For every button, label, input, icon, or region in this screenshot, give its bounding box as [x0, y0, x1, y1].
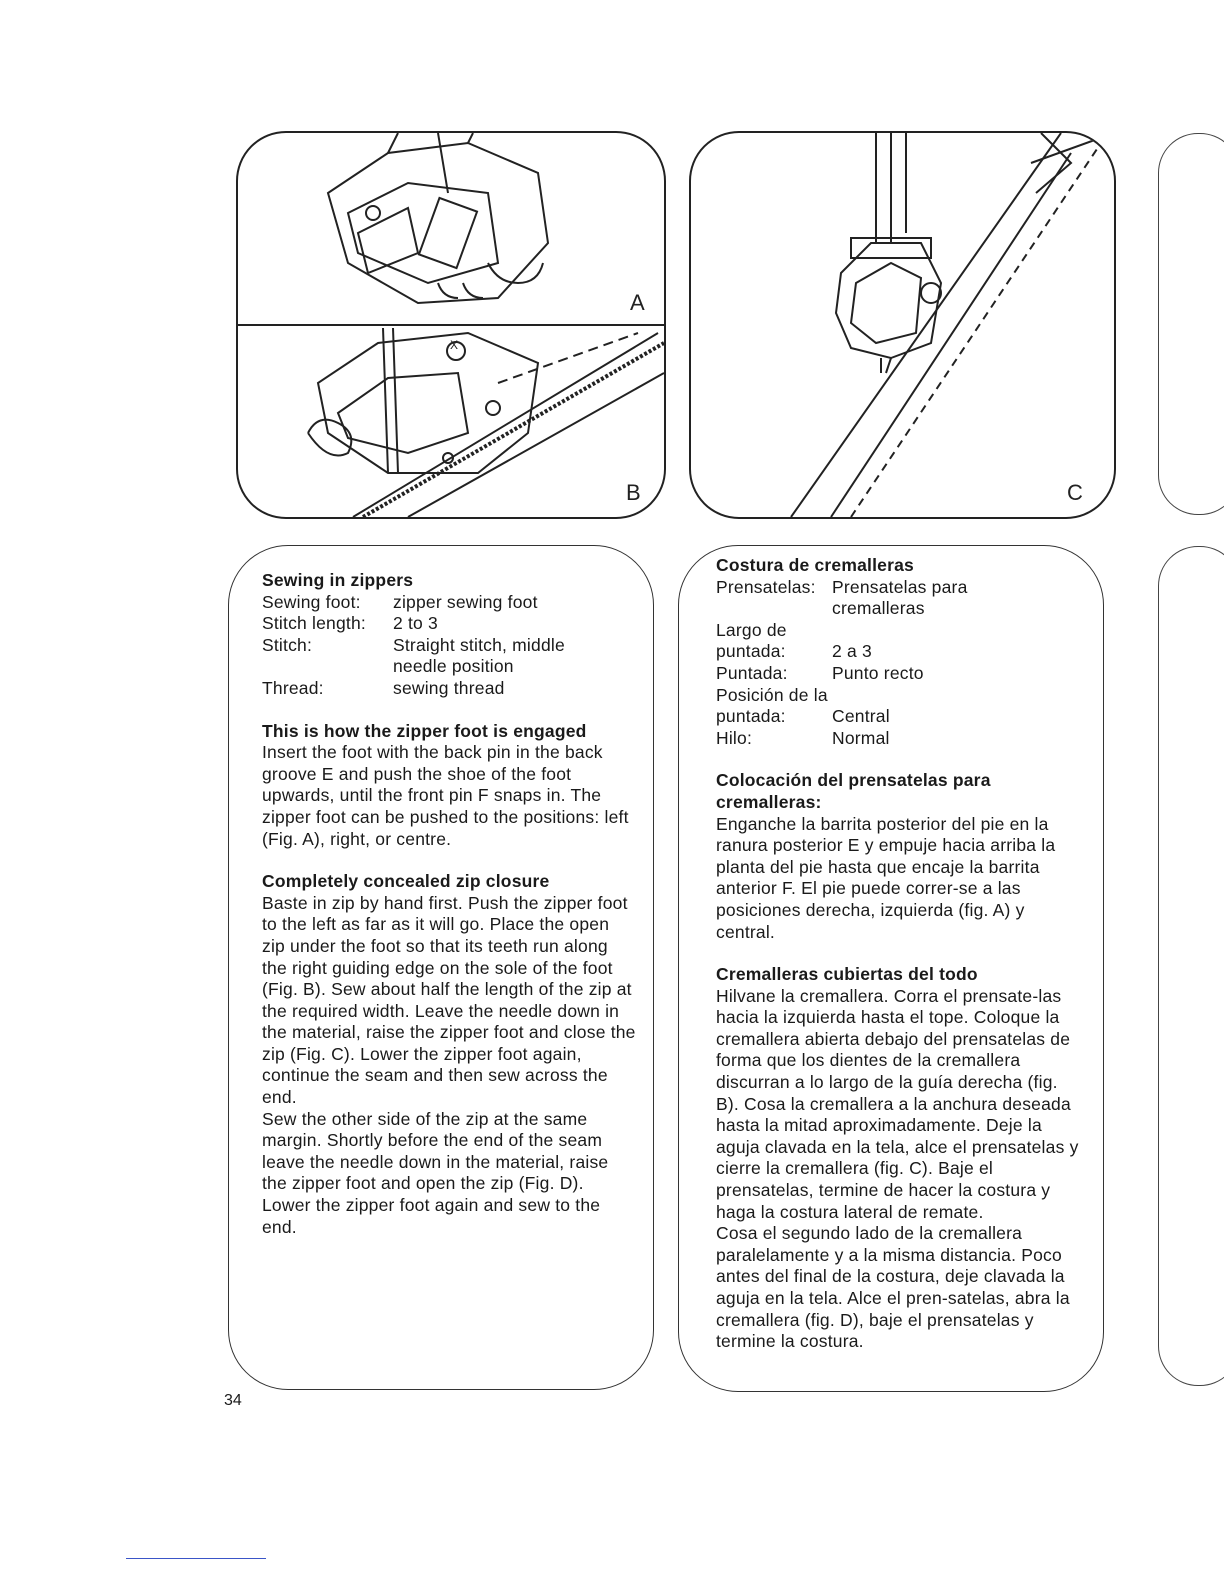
spanish-section2-text: Hilvane la cremallera. Corra el prensate-las hacia la izquierda hasta el tope. Coloque la cremallera abierta debajo del prensatelas de forma que los dientes de la cremallera discurran a lo largo de la guía derecha (fig. B). Cosa la cremallera a la anchura deseada hasta la mitad aproximadamente. Deje la aguja clavada en la tela, alce el prensatelas y cierre la cremallera (fig. C). Baje el prensatelas, termine de hacer la costura y haga la costura lateral de remate.	[716, 985, 1079, 1222]
footer-rule	[126, 1558, 266, 1559]
spanish-spec-row	[716, 663, 1080, 685]
spanish-spec-value: Central	[832, 706, 890, 727]
spanish-spec-value: 2 a 3	[832, 641, 872, 662]
spanish-title: Costura de cremalleras	[716, 555, 914, 575]
english-spec-key: Thread:	[262, 677, 324, 698]
figure-c-drawing	[691, 133, 1114, 517]
english-spec-value: zipper sewing foot	[393, 591, 538, 612]
english-title: Sewing in zippers	[262, 570, 414, 590]
spanish-spec-value: Normal	[832, 727, 890, 748]
figure-ab	[236, 131, 666, 519]
spanish-spec-key: Puntada:	[716, 662, 788, 683]
figure-c	[689, 131, 1116, 519]
english-spec-value: sewing thread	[393, 677, 505, 698]
english-spec-key: Sewing foot:	[262, 591, 361, 612]
spanish-section2-title: Cremalleras cubiertas del todo	[716, 964, 978, 985]
spanish-spec-key: Hilo:	[716, 727, 753, 748]
english-section1-title: This is how the zipper foot is engaged	[262, 720, 587, 741]
next-page-edge-bottom	[1158, 546, 1224, 1386]
english-spec-key: Stitch:	[262, 634, 313, 655]
spanish-spec-row	[716, 728, 1080, 750]
spanish-section1-text: Enganche la barrita posterior del pie en la ranura posterior E y empuje hacia arriba la planta del pie hasta que encaje la barrita anterior F. El pie puede correr-se a las posiciones derecha, izquierda (fig. A) y central.	[716, 813, 1056, 942]
spanish-spec-row	[716, 685, 1080, 728]
english-content	[262, 570, 637, 1238]
spanish-section2-text2: Cosa el segundo lado de la cremallera paralelamente y a la misma distancia. Poco antes del final de la costura, deje clavada la aguja en la tela. Alce el pren-satelas, abra la cremallera (fig. D), baje el prensatelas y termine la costura.	[716, 1223, 1070, 1352]
spanish-spec-row	[716, 577, 1080, 620]
spanish-content	[716, 555, 1080, 1353]
english-spec-row	[262, 592, 637, 614]
figure-a-label: A	[630, 290, 645, 315]
english-spec-row	[262, 678, 637, 700]
english-spec-value: 2 to 3	[393, 613, 438, 634]
english-spec-row	[262, 613, 637, 635]
next-page-edge-top	[1158, 133, 1224, 515]
spanish-spec-key: Largo de puntada:	[716, 619, 787, 662]
spanish-spec-key: Prensatelas:	[716, 576, 816, 597]
english-section2-title: Completely concealed zip closure	[262, 871, 550, 892]
english-section1-text: Insert the foot with the back pin in the back groove E and push the shoe of the foot upwards, until the front pin F snaps in. The zipper foot can be pushed to the positions: left (Fig. A), right, or centre.	[262, 742, 629, 849]
english-section2-text: Baste in zip by hand first. Push the zipper foot to the left as far as it will go. Place the open zip under the foot so that its teeth run along the right guiding edge on the sole of the foot (Fig. B). Sew about half the length of the zip at the required width. Leave the needle down in the material, raise the zipper foot and close the zip (Fig. C). Lower the zipper foot again, continue the seam and then sew across the end.	[262, 892, 636, 1108]
spanish-spec-row	[716, 620, 1080, 663]
figure-ab-drawing	[238, 133, 664, 517]
figure-x-marker: X	[450, 338, 459, 352]
spanish-section1-title: Colocación del prensatelas para cremalleras:	[716, 770, 991, 812]
english-section2-text2: Sew the other side of the zip at the same margin. Shortly before the end of the seam leave the needle down in the material, raise the zipper foot and open the zip (Fig. D). Lower the zipper foot again and sew to the end.	[262, 1108, 609, 1237]
english-spec-row	[262, 635, 637, 678]
spanish-spec-value: Prensatelas para cremalleras	[832, 576, 968, 619]
figure-c-label: C	[1067, 480, 1083, 505]
spanish-spec-value: Punto recto	[832, 662, 924, 683]
english-spec-key: Stitch length:	[262, 613, 366, 634]
figure-b-label: B	[626, 480, 641, 505]
page-number: 34	[224, 1392, 242, 1409]
spanish-spec-key: Posición de la puntada:	[716, 684, 828, 727]
english-spec-value: Straight stitch, middle needle position	[393, 634, 565, 677]
